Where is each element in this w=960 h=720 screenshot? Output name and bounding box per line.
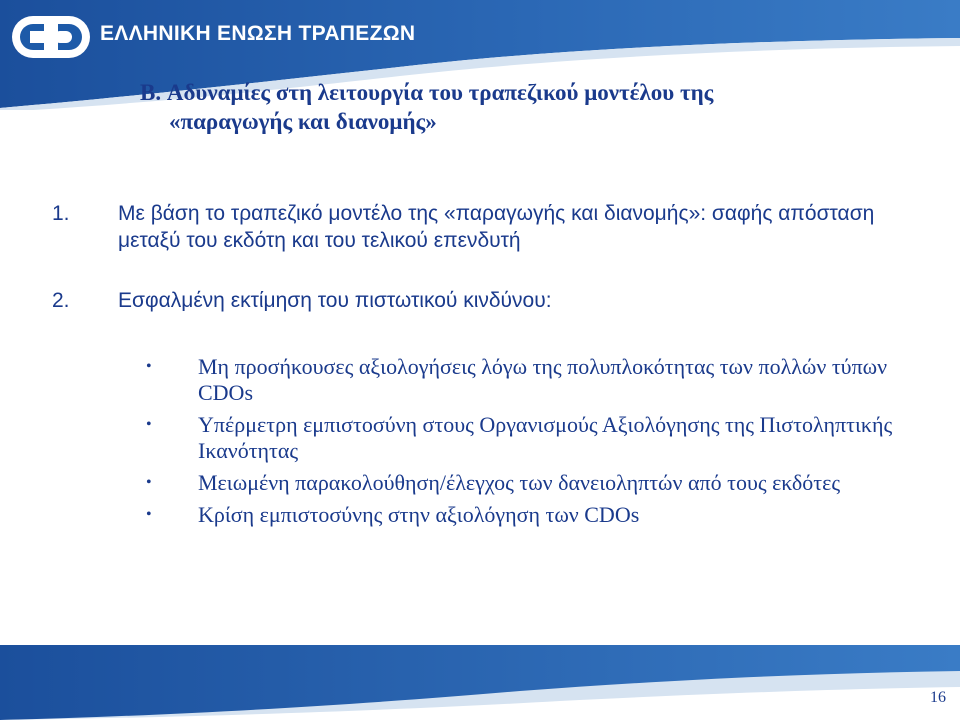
bullet-list — [146, 354, 906, 534]
list-item-text: Κρίση εμπιστοσύνης στην αξιολόγηση των CDOs — [198, 502, 640, 527]
list-item-text: Μειωμένη παρακολούθηση/έλεγχος των δανειοληπτών από τους εκδότες — [198, 470, 841, 495]
page-number: 16 — [930, 689, 946, 706]
logo-icon — [10, 12, 92, 62]
list-item — [146, 502, 906, 528]
point-number: 1. — [52, 202, 70, 225]
list-item — [146, 354, 906, 406]
slide-title — [140, 78, 900, 136]
numbered-point-1 — [52, 200, 912, 254]
footer-banner — [0, 645, 960, 720]
list-item — [146, 470, 906, 496]
list-item-text: Υπέρμετρη εμπιστοσύνη στους Οργανισμούς Αξιολόγησης της Πιστοληπτικής Ικανότητας — [198, 412, 893, 463]
list-item — [146, 412, 906, 464]
point-text: Με βάση το τραπεζικό μοντέλο της «παραγωγής και διανομής»: σαφής απόσταση μεταξύ του εκδότη και του τελικού επενδυτή — [118, 202, 875, 252]
organization-name: ΕΛΛΗΝΙΚΗ ΕΝΩΣΗ ΤΡΑΠΕΖΩΝ — [100, 22, 416, 45]
footer-background — [0, 645, 960, 720]
list-item-text: Μη προσήκουσες αξιολογήσεις λόγω της πολυπλοκότητας των πολλών τύπων CDOs — [198, 354, 888, 405]
bullet-icon: • — [146, 474, 152, 491]
title-line-1: B. Αδυναμίες στη λειτουργία του τραπεζικού μοντέλου της — [140, 80, 714, 105]
bullet-icon: • — [146, 506, 152, 523]
point-number: 2. — [52, 289, 70, 312]
title-line-2: «παραγωγής και διανομής» — [169, 109, 437, 134]
numbered-point-2 — [52, 287, 912, 314]
point-text: Εσφαλμένη εκτίμηση του πιστωτικού κινδύνου: — [118, 289, 552, 312]
bullet-icon: • — [146, 358, 152, 375]
bullet-icon: • — [146, 416, 152, 433]
